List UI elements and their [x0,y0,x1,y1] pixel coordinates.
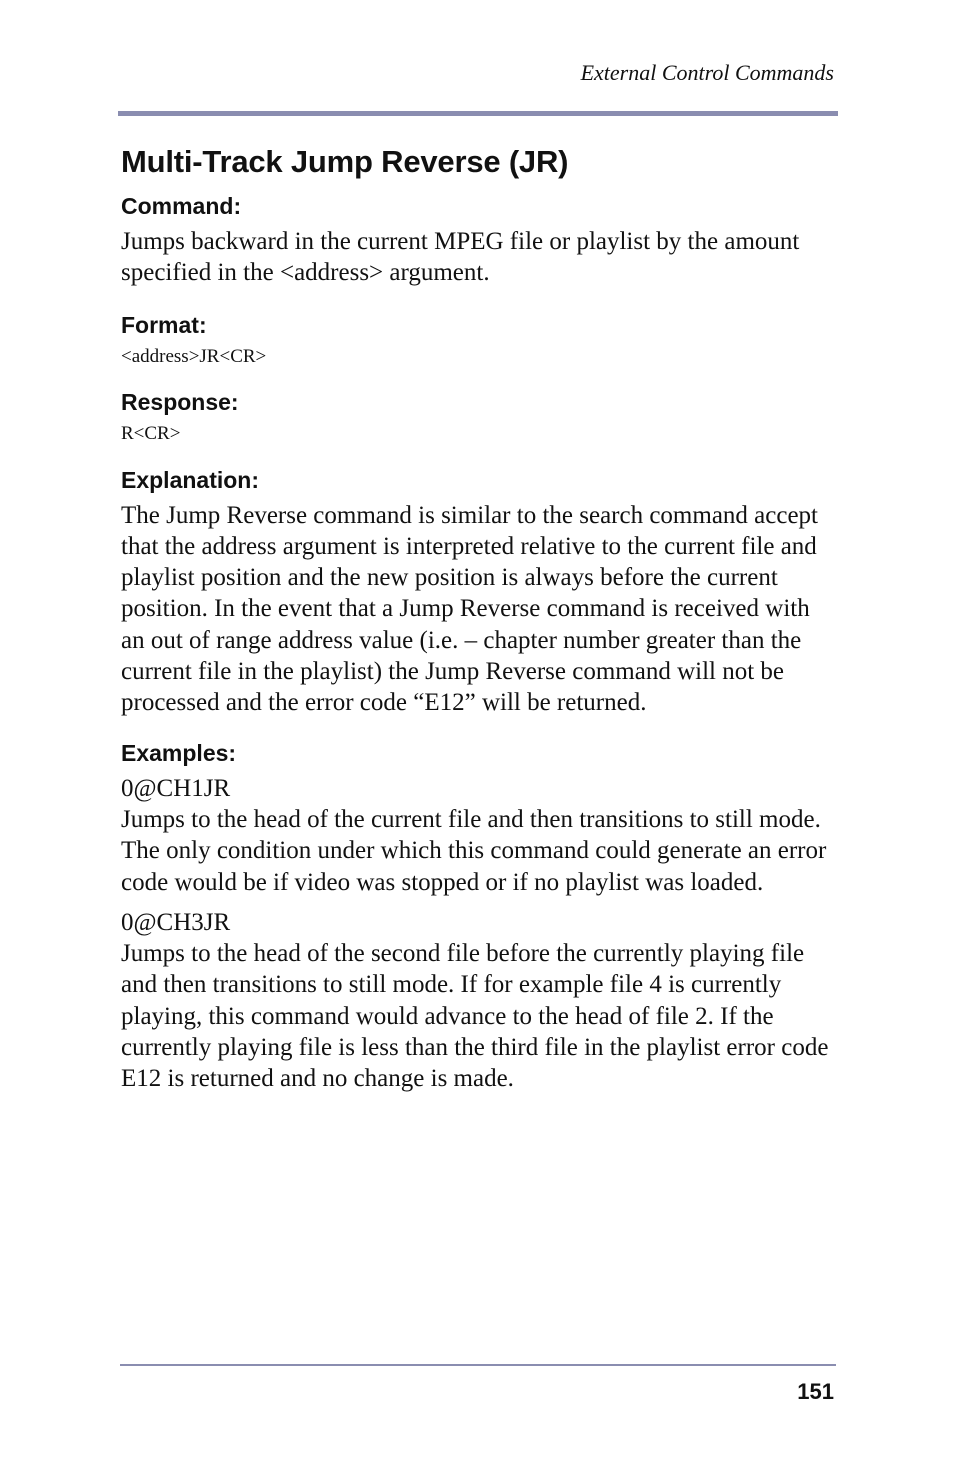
example-item [121,907,833,1095]
format-section [121,311,833,369]
top-divider [118,111,838,116]
page-title: Multi-Track Jump Reverse (JR) [121,144,569,179]
command-section [121,192,833,289]
example-code: 0@CH1JR [121,774,231,802]
format-text: <address>JR<CR> [121,345,267,367]
command-heading: Command: [121,193,242,219]
examples-section [121,739,833,1095]
response-text: R<CR> [121,422,181,444]
command-text: Jumps backward in the current MPEG file or playlist by the amount specified in the <address> argument. [121,228,800,287]
example-description: Jumps to the head of the current file and then transitions to still mode. The only condition under which this command could generate an error code would be if video was stopped or if no playlist was loaded. [121,805,827,896]
explanation-section [121,466,833,719]
response-heading: Response: [121,388,239,415]
page-content [121,142,833,1095]
example-code: 0@CH3JR [121,908,231,936]
response-section [121,388,833,446]
bottom-divider [120,1364,836,1366]
running-header: External Control Commands [580,60,834,85]
page-number: 151 [797,1379,834,1404]
format-heading: Format: [121,311,207,338]
example-description: Jumps to the head of the second file before the currently playing file and then transitions to still mode. If for example file 4 is currently playing, this command would advance to the head of file 2. If the currently playing file is less than the third file in the playlist error code E12 is returned and no change is made. [121,940,829,1093]
explanation-heading: Explanation: [121,466,260,493]
example-item [121,773,833,898]
explanation-text: The Jump Reverse command is similar to the search command accept that the address argument is interpreted relative to the current file and playlist position and the new position is always before the current position. In the event that a Jump Reverse command is received with an out of range address value (i.e. – chapter number greater than the current file in the playlist) the Jump Reverse command will not be processed and the error code “E12” will be returned. [121,501,818,717]
examples-heading: Examples: [121,739,237,766]
